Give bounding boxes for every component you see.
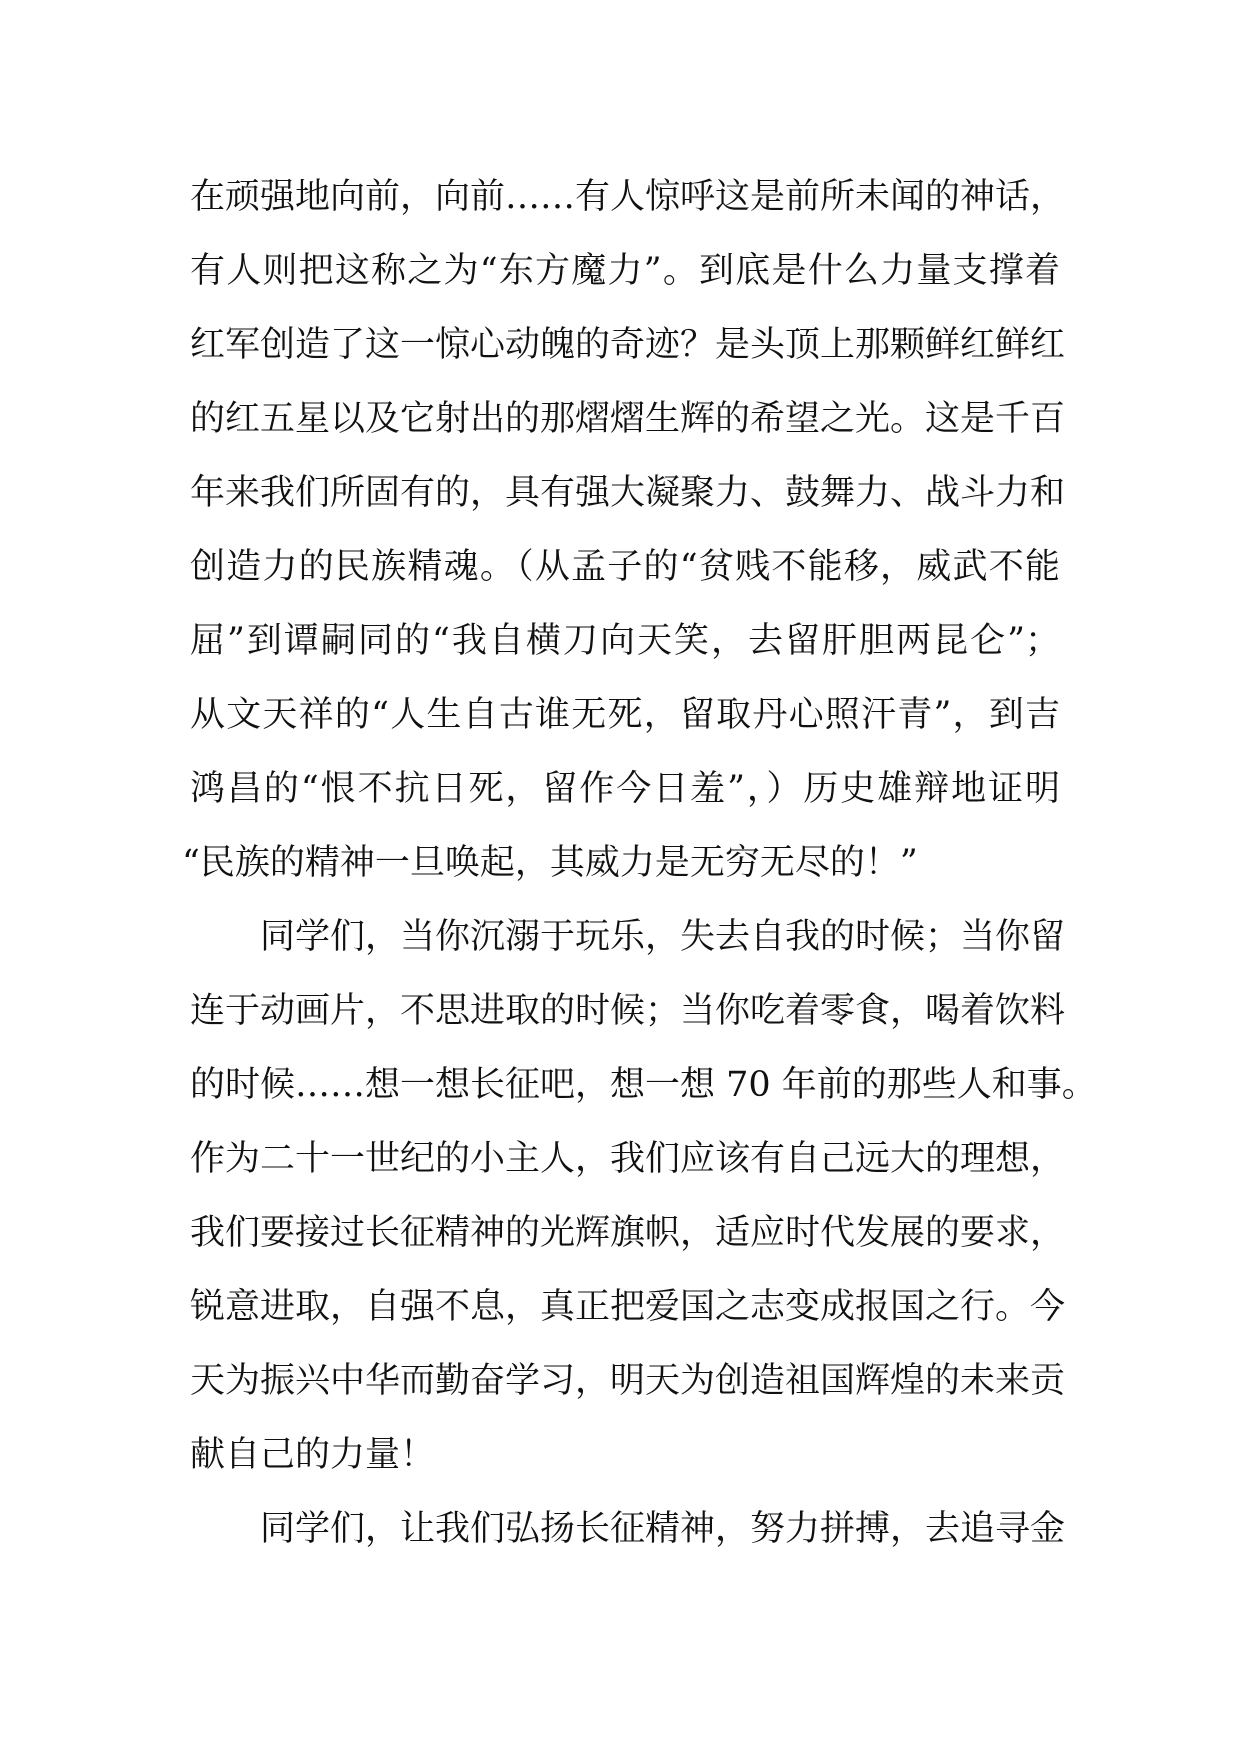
text-line: “民族的精神一旦唤起，其威力是无穷无尽的！” xyxy=(182,843,918,883)
text-line: 年来我们所固有的，具有强大凝聚力、鼓舞力、战斗力和 xyxy=(190,473,1066,513)
text-line: 同学们，当你沉溺于玩乐，失去自我的时候；当你留 xyxy=(260,917,1066,957)
text-line: 献自己的力量！ xyxy=(190,1435,436,1475)
text-line: 作为二十一世纪的小主人，我们应该有自己远大的理想， xyxy=(190,1139,1066,1179)
paragraph-1 xyxy=(182,172,1066,912)
text-line: 鸿昌的“恨不抗日死，留作今日羞”，）历史雄辩地证明 xyxy=(190,769,1060,809)
paragraph-3 xyxy=(190,1504,1066,1578)
text-line: 在顽强地向前，向前……有人惊呼这是前所未闻的神话， xyxy=(190,177,1066,217)
text-line: 的时候……想一想长征吧，想一想 70 年前的那些人和事。 xyxy=(190,1065,1097,1105)
text-line: 创造力的民族精魂。（从孟子的“贫贱不能移，威武不能 xyxy=(190,547,1060,587)
document-body xyxy=(182,172,1097,1578)
text-line: 屈”到谭嗣同的“我自横刀向天笑，去留肝胆两昆仑”； xyxy=(190,621,1060,661)
text-line: 从文天祥的“人生自古谁无死，留取丹心照汗青”，到吉 xyxy=(190,695,1060,735)
text-line: 红军创造了这一惊心动魄的奇迹？是头顶上那颗鲜红鲜红 xyxy=(190,325,1066,365)
text-line: 同学们，让我们弘扬长征精神，努力拼搏，去追寻金 xyxy=(260,1509,1066,1549)
text-line: 有人则把这称之为“东方魔力”。到底是什么力量支撑着 xyxy=(190,251,1060,291)
paragraph-2 xyxy=(190,912,1097,1504)
text-line: 天为振兴中华而勤奋学习，明天为创造祖国辉煌的未来贡 xyxy=(190,1361,1066,1401)
text-line: 锐意进取，自强不息，真正把爱国之志变成报国之行。今 xyxy=(190,1287,1066,1327)
text-line: 连于动画片，不思进取的时候；当你吃着零食，喝着饮料 xyxy=(190,991,1066,1031)
text-line: 的红五星以及它射出的那熠熠生辉的希望之光。这是千百 xyxy=(190,399,1066,439)
text-line: 我们要接过长征精神的光辉旗帜，适应时代发展的要求， xyxy=(190,1213,1066,1253)
